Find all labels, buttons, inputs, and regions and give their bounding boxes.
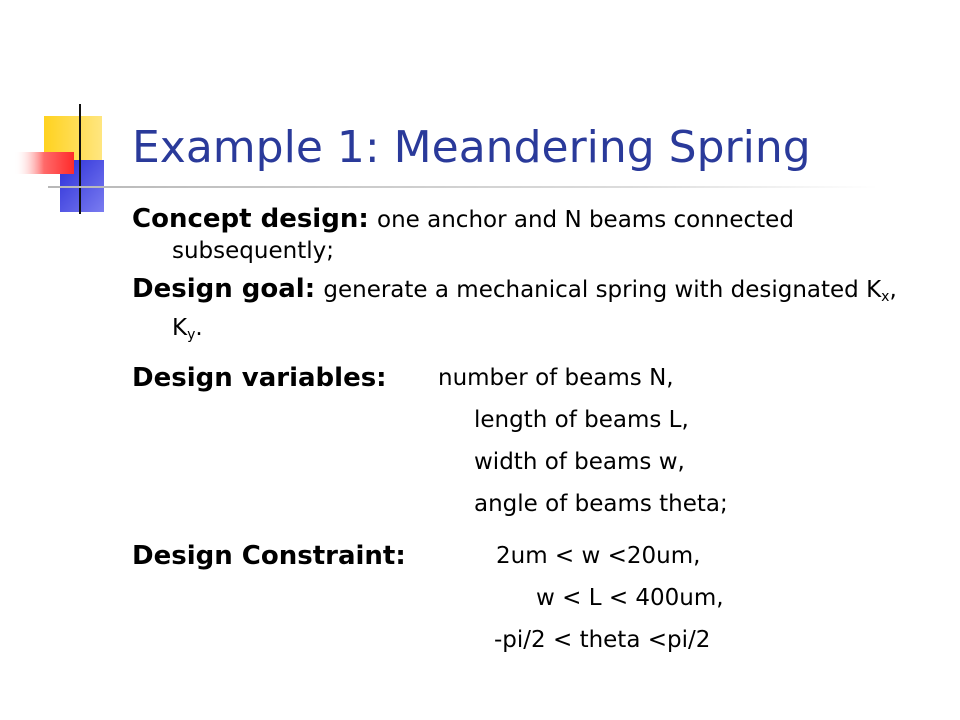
- concept-design-text: one anchor and N beams connected subsequently;: [172, 207, 794, 264]
- title-underline: [48, 186, 878, 188]
- variable-item: angle of beams theta;: [474, 491, 728, 517]
- variable-item: number of beams N,: [438, 365, 674, 391]
- design-goal-label: Design goal:: [132, 274, 316, 304]
- concept-design-label: Concept design:: [132, 204, 369, 234]
- design-goal-text: generate a mechanical spring with designated $K_x$, $K_y$.: [172, 277, 897, 343]
- constraint-item: w < L < 400um,: [536, 585, 724, 611]
- constraint-item: -pi/2 < theta <pi/2: [494, 627, 711, 653]
- design-goal-bullet: [132, 274, 932, 350]
- constraint-item: 2um < w <20um,: [496, 543, 701, 569]
- design-constraint-label: Design Constraint:: [132, 541, 406, 571]
- variable-item: width of beams w,: [474, 449, 685, 475]
- design-variables-block: [132, 358, 932, 528]
- slide-title: Example 1: Meandering Spring: [132, 122, 811, 173]
- variable-item: length of beams L,: [474, 407, 689, 433]
- deco-red-square: [14, 152, 74, 174]
- design-variables-label: Design variables:: [132, 363, 387, 393]
- concept-design-bullet: [132, 204, 932, 266]
- design-constraint-block: [132, 536, 932, 666]
- slide-body: [132, 204, 932, 666]
